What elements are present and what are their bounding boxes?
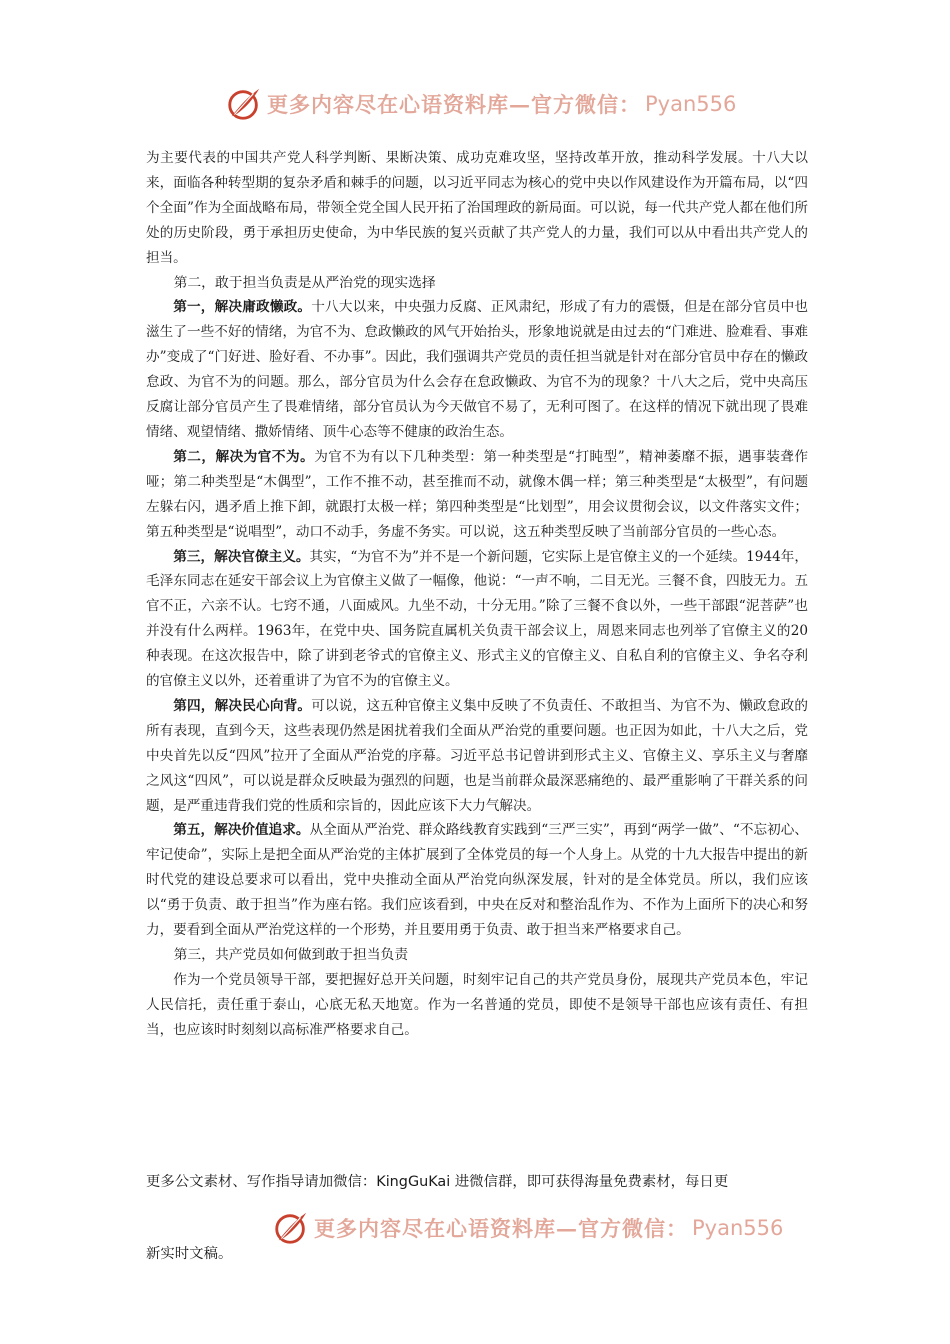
banner-wechat-id: Pyan556 [692,1216,784,1240]
point-3-text: 其实，“为官不为”并不是一个新问题，它实际上是官僚主义的一个延续。1944年，毛泽东同志在延安干部会议上为官僚主义做了一幅像，他说：“一声不响，二目无光。三餐不食，四肢无力。五官不正，六亲不认。七窍不通，八面威风。九坐不动，十分无用。”除了三餐不食以外，一些干部跟“泥菩萨”也并没有什么两样。1963年，在党中央、国务院直属机关负责干部会议上，周恩来同志也列举了官僚主义的20种表现。在这次报告中，除了讲到老爷式的官僚主义、形式主义的官僚主义、自私自利的官僚主义、争名夺利的官僚主义以外，还着重讲了为官不为的官僚主义。 [146,548,809,690]
footer-banner [272,1208,792,1248]
banner-text: 更多内容尽在心语资料库—官方微信： [267,92,641,117]
paragraph-point-2 [146,445,808,545]
paragraph-intro: 为主要代表的中国共产党人科学判断、果断决策、成功克难攻坚，坚持改革开放，推动科学发展。十八大以来，面临各种转型期的复杂矛盾和棘手的问题，以习近平同志为核心的党中央以作风建设作为开篇布局，以“四个全面”作为全面战略布局，带领全党全国人民开拓了治国理政的新局面。可以说，每一代共产党人都在他们所处的历史阶段，勇于承担历史使命，为中华民族的复兴贡献了共产党人的力量，我们可以从中看出共产党人的担当。 [146,150,808,266]
point-3-title: 第三，解决官僚主义。 [173,548,310,565]
point-1-title: 第一，解决庸政懒政。 [173,299,312,316]
paragraph-point-1 [146,295,808,444]
point-4-title: 第四，解决民心向背。 [173,697,312,714]
section-heading-2: 第二，敢于担当负责是从严治党的现实选择 [173,274,436,291]
point-2-title: 第二，解决为官不为。 [173,448,315,465]
quill-logo-icon [225,85,263,123]
quill-logo-icon [272,1209,310,1247]
article-body [146,146,808,1043]
footer-promo-line-2: 新实时文稿。 [146,1246,233,1262]
paragraph-point-3 [146,545,808,694]
header-banner [225,84,745,124]
banner-text: 更多内容尽在心语资料库—官方微信： [314,1216,688,1241]
paragraph-point-4 [146,694,808,819]
paragraph-closing: 作为一个党员领导干部，要把握好总开关问题，时刻牢记自己的共产党员身份，展现共产党员本色，牢记人民信托，责任重于泰山，心底无私天地宽。作为一名普通的党员，即使不是领导干部也应该有责任、有担当，也应该时时刻刻以高标准严格要求自己。 [146,971,808,1038]
paragraph-point-5 [146,818,808,943]
point-4-text: 可以说，这五种官僚主义集中反映了不负责任、不敢担当、为官不为、懒政怠政的所有表现，直到今天，这些表现仍然是困扰着我们全面从严治党的重要问题。也正因为如此，十八大之后，党中央首先以反“四风”拉开了全面从严治党的序幕。习近平总书记曾讲到形式主义、官僚主义、享乐主义与奢靡之风这“四风”，可以说是群众反映最为强烈的问题，也是当前群众最深恶痛绝的、最严重影响了干群关系的问题，是严重违背我们党的性质和宗旨的，因此应该下大力气解决。 [146,697,809,814]
footer-promo-line-1: 更多公文素材、写作指导请加微信：KingGuKai 进微信群，即可获得海量免费素材，每日更 [146,1174,729,1190]
point-5-text: 从全面从严治党、群众路线教育实践到“三严三实”，再到“两学一做”、“不忘初心、牢记使命”，实际上是把全面从严治党的主体扩展到了全体党员的每一个人身上。从党的十九大报告中提出的新时代党的建设总要求可以看出，党中央推动全面从严治党向纵深发展，针对的是全体党员。所以，我们应该以“勇于负责、敢于担当”作为座右铭。我们应该看到，中央在反对和整治乱作为、不作为上面所下的决心和努力，要看到全面从严治党这样的一个形势，并且要用勇于负责、敢于担当来严格要求自己。 [146,822,808,939]
banner-wechat-id: Pyan556 [645,92,737,116]
point-2-text: 为官不为有以下几种类型：第一种类型是“打盹型”，精神萎靡不振，遇事装聋作哑；第二种类型是“木偶型”，工作不推不动，甚至推而不动，就像木偶一样；第三种类型是“太极型”，有问题左躲右闪，遇矛盾上推下卸，就跟打太极一样；第四种类型是“比划型”，用会议贯彻会议，以文件落实文件；第五种类型是“说唱型”，动口不动手，务虚不务实。可以说，这五种类型反映了当前部分官员的一些心态。 [146,448,808,540]
section-heading-3: 第三，共产党员如何做到敢于担当负责 [173,947,409,963]
point-5-title: 第五，解决价值追求。 [173,822,310,839]
point-1-text: 十八大以来，中央强力反腐、正风肃纪，形成了有力的震慑，但是在部分官员中也滋生了一些不好的情绪，为官不为、怠政懒政的风气开始抬头，形象地说就是由过去的“门难进、脸难看、事难办”变成了“门好进、脸好看、不办事”。因此，我们强调共产党员的责任担当就是针对在部分官员中存在的懒政怠政、为官不为的问题。那么，部分官员为什么会存在怠政懒政、为官不为的现象？十八大之后，党中央高压反腐让部分官员产生了畏难情绪，部分官员认为今天做官不易了，无利可图了。在这样的情况下就出现了畏难情绪、观望情绪、撒娇情绪、顶牛心态等不健康的政治生态。 [146,299,809,440]
